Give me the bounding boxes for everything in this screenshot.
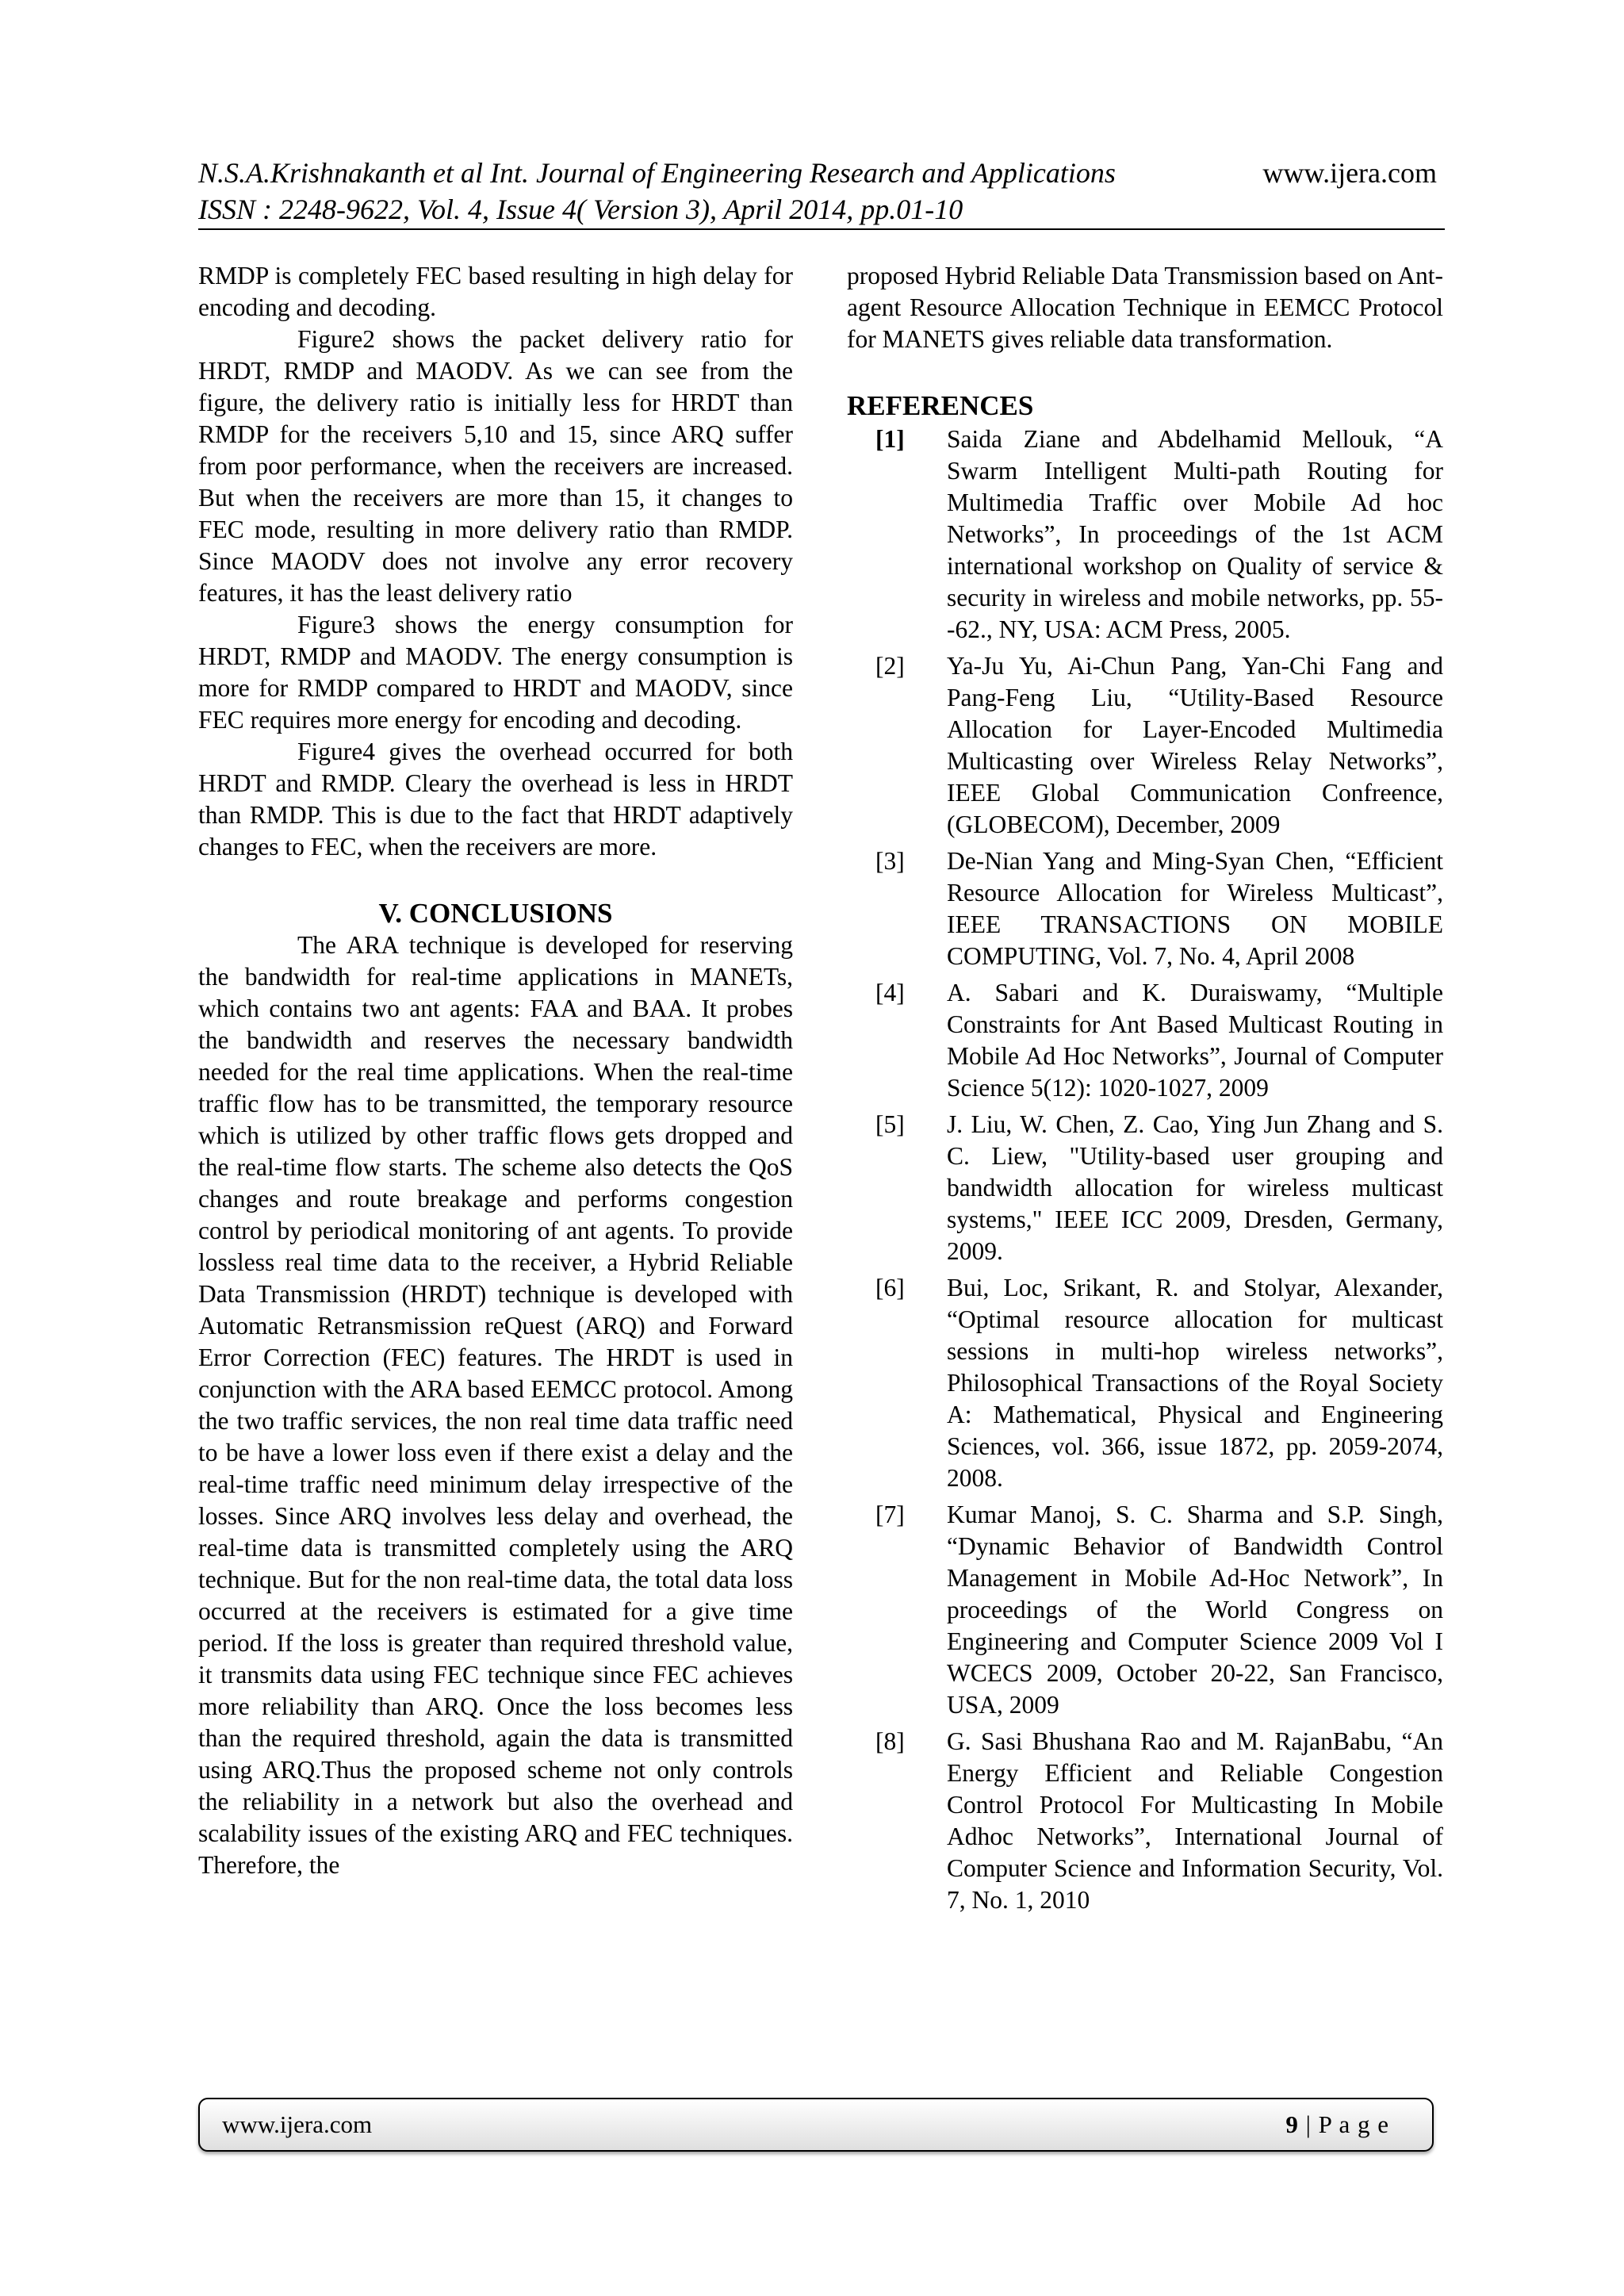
reference-item — [847, 845, 1443, 972]
reference-text: A. Sabari and K. Duraiswamy, “Multiple Constraints for Ant Based Multicast Routing in Mobile Ad Hoc Networks”, Journal of Computer Science 5(12): 1020-1027, 2009 — [947, 979, 1443, 1102]
reference-list — [847, 424, 1443, 1916]
reference-item — [847, 1109, 1443, 1267]
reference-item — [847, 1499, 1443, 1721]
reference-text: Saida Ziane and Abdelhamid Mellouk, “A Swarm Intelligent Multi-path Routing for Multimedia Traffic over Mobile Ad hoc Networks”, In proceedings of the 1st ACM international workshop on Quality of service & security in wireless and mobile networks, pp. 55--62., NY, USA: ACM Press, 2005. — [947, 425, 1443, 643]
running-header — [198, 155, 1443, 228]
reference-number: [7] — [875, 1501, 905, 1528]
body-paragraph: Figure2 shows the packet delivery ratio for HRDT, RMDP and MAODV. As we can see from the figure, the delivery ratio is initially less for HRDT than RMDP for the receivers 5,10 and 15, since ARQ suffer from poor performance, when the receivers are increased. But when the receivers are more than 15, it changes to FEC mode, resulting in more delivery ratio than RMDP. Since MAODV does not involve any error recovery features, it has the least delivery ratio — [198, 325, 793, 607]
reference-number: [8] — [875, 1727, 905, 1755]
page-number-value: 9 — [1285, 2110, 1299, 2138]
reference-item — [847, 977, 1443, 1104]
body-paragraph: Figure3 shows the energy consumption for HRDT, RMDP and MAODV. The energy consumption is more for RMDP compared to HRDT and MAODV, since FEC requires more energy for encoding and decoding. — [198, 611, 793, 734]
page-label: | P a g e — [1298, 2110, 1389, 2138]
reference-text: Ya-Ju Yu, Ai-Chun Pang, Yan-Chi Fang and Pang-Feng Liu, “Utility-Based Resource Allocation for Layer-Encoded Multimedia Multicasting over Wireless Relay Networks”, IEEE Global Communication Confreence, (GLOBECOM), December, 2009 — [947, 652, 1443, 838]
reference-text: Bui, Loc, Srikant, R. and Stolyar, Alexander, “Optimal resource allocation for multicast sessions in multi-hop wireless networks”, Philosophical Transactions of the Royal Society A: Mathematical, Physical and Engineering Sciences, vol. 366, issue 1872, pp. 2059-2074, 2008. — [947, 1274, 1443, 1492]
reference-item — [847, 1272, 1443, 1494]
reference-item — [847, 1726, 1443, 1916]
reference-number: [4] — [875, 979, 905, 1006]
page-number — [1285, 2109, 1389, 2141]
left-column — [198, 260, 793, 1881]
body-paragraph: The ARA technique is developed for reserving the bandwidth for real-time applications in MANETs, which contains two ant agents: FAA and BAA. It probes the bandwidth and reserves the necessary bandwidth needed for the real time applications. When the real-time traffic flow has to be transmitted, the temporary resource which is utilized by other traffic flows gets dropped and the real-time flow starts. The scheme also detects the QoS changes and route breakage and performs congestion control by periodical monitoring of ant agents. To provide lossless real time data to the receiver, a Hybrid Reliable Data Transmission (HRDT) technique is developed with Automatic Retransmission reQuest (ARQ) and Forward Error Correction (FEC) features. The HRDT is used in conjunction with the ARA based EEMCC protocol. Among the two traffic services, the non real time data traffic need to be have a lower loss even if there exist a delay and the real-time traffic need minimum delay irrespective of the losses. Since ARQ involves less delay and overhead, the real-time data is transmitted completely using the ARQ technique. But for the non real-time data, the total data loss occurred at the receivers is estimated for a give time period. If the loss is greater than required threshold value, it transmits data using FEC technique since FEC achieves more reliability than ARQ. Once the loss becomes less than the required threshold, again the data is transmitted using ARQ.Thus the proposed scheme not only controls the reliability in a network but also the overhead and scalability issues of the existing ARQ and FEC techniques. Therefore, the — [198, 931, 793, 1879]
references-heading: REFERENCES — [847, 390, 1034, 421]
reference-number: [5] — [875, 1110, 905, 1138]
page-footer — [198, 2098, 1434, 2152]
reference-text: G. Sasi Bhushana Rao and M. RajanBabu, “An Energy Efficient and Reliable Congestion Control Protocol For Multicasting In Mobile Adhoc Networks”, International Journal of Computer Science and Information Security, Vol. 7, No. 1, 2010 — [947, 1727, 1443, 1914]
header-citation: N.S.A.Krishnakanth et al Int. Journal of Engineering Research and Applications — [198, 157, 1116, 189]
conclusions-heading: V. CONCLUSIONS — [378, 898, 613, 929]
header-divider — [198, 228, 1445, 230]
header-issn: ISSN : 2248-9622, Vol. 4, Issue 4( Version 3), April 2014, pp.01-10 — [198, 194, 963, 225]
body-paragraph: RMDP is completely FEC based resulting in high delay for encoding and decoding. — [198, 262, 793, 321]
right-column — [847, 260, 1443, 1921]
footer-url-link[interactable]: www.ijera.com — [222, 2110, 373, 2138]
reference-item — [847, 424, 1443, 646]
reference-number: [3] — [875, 847, 905, 875]
reference-text: J. Liu, W. Chen, Z. Cao, Ying Jun Zhang and S. C. Liew, "Utility-based user grouping and bandwidth allocation for wireless multicast systems," IEEE ICC 2009, Dresden, Germany, 2009. — [947, 1110, 1443, 1265]
reference-item — [847, 650, 1443, 841]
body-paragraph: proposed Hybrid Reliable Data Transmission based on Ant-agent Resource Allocation Technique in EEMCC Protocol for MANETS gives reliable data transformation. — [847, 262, 1443, 353]
reference-text: Kumar Manoj, S. C. Sharma and S.P. Singh, “Dynamic Behavior of Bandwidth Control Management in Mobile Ad-Hoc Network”, In proceedings of the World Congress on Engineering and Computer Science 2009 Vol I WCECS 2009, October 20-22, San Francisco, USA, 2009 — [947, 1501, 1443, 1719]
reference-number: [6] — [875, 1274, 905, 1301]
reference-text: De-Nian Yang and Ming-Syan Chen, “Efficient Resource Allocation for Wireless Multicast”, IEEE TRANSACTIONS ON MOBILE COMPUTING, Vol. 7, No. 4, April 2008 — [947, 847, 1443, 970]
reference-number: [2] — [875, 652, 905, 680]
reference-number: [1] — [875, 425, 905, 453]
header-url-link[interactable]: www.ijera.com — [1262, 157, 1437, 189]
body-paragraph: Figure4 gives the overhead occurred for both HRDT and RMDP. Cleary the overhead is less in HRDT than RMDP. This is due to the fact that HRDT adaptively changes to FEC, when the receivers are more. — [198, 738, 793, 861]
